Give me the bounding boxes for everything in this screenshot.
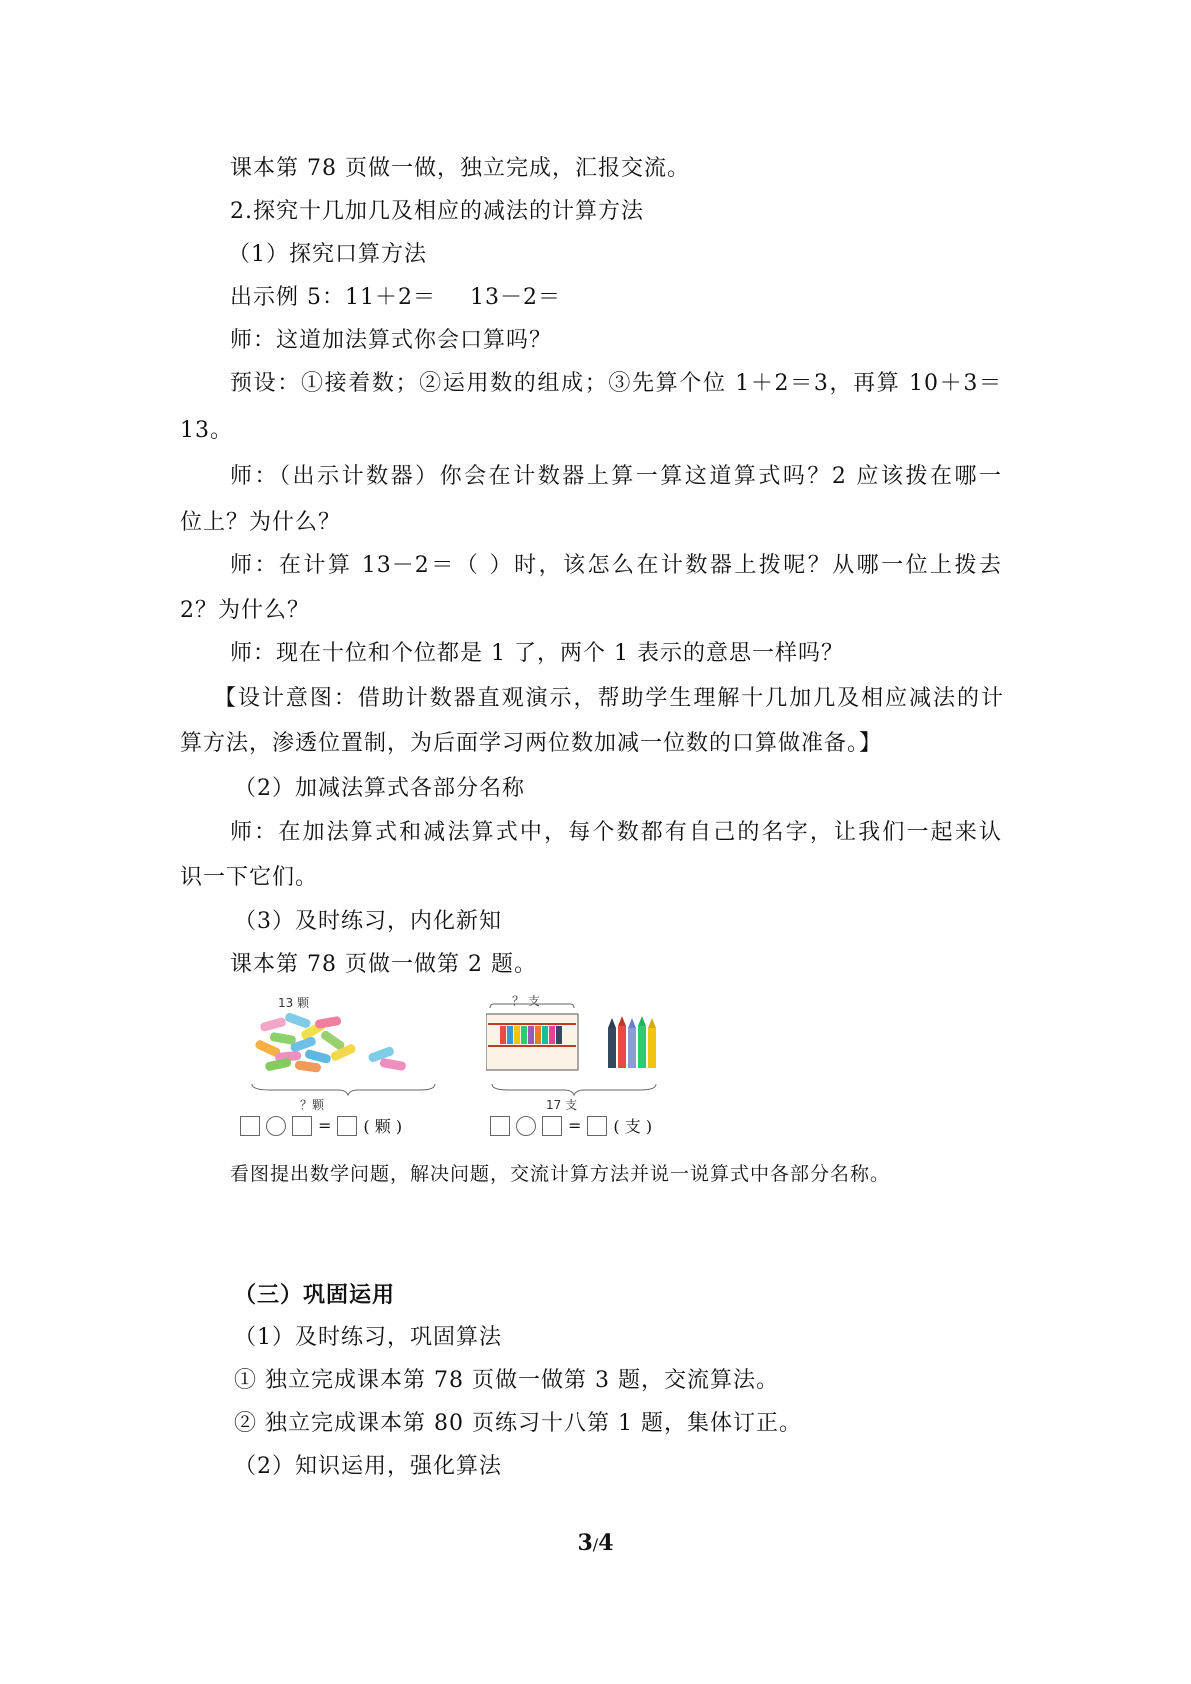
candy-question-label: ？颗 — [300, 1098, 325, 1112]
loose-crayons — [608, 1016, 656, 1068]
answer-box[interactable] — [292, 1116, 312, 1136]
candy-total-label: 13 颗 — [278, 996, 310, 1010]
text-line: 13－2＝ — [470, 285, 561, 310]
subheading: （1）及时练习，巩固算法 — [234, 1325, 502, 1350]
text-line: 课本第 78 页做一做，独立完成，汇报交流。 — [230, 156, 690, 181]
answer-box[interactable] — [240, 1116, 260, 1136]
text-line: 师：在加法算式和减法算式中，每个数都有自己的名字，让我们一起来认 — [230, 820, 1002, 845]
list-item: ① 独立完成课本第 78 页做一做第 3 题，交流算法。 — [234, 1368, 779, 1393]
answer-box[interactable] — [587, 1116, 607, 1136]
text-line: 师：（出示计数器）你会在计数器上算一算这道算式吗？2 应该拨在哪一 — [230, 464, 1002, 489]
page-separator: / — [592, 1535, 599, 1554]
candy-illustration — [240, 1010, 440, 1080]
answer-box[interactable] — [490, 1116, 510, 1136]
crayon-illustration — [486, 1000, 666, 1090]
design-intent-note: 算方法，渗透位置制，为后面学习两位数加减一位数的口算做准备。】 — [180, 731, 883, 756]
equals-sign: = — [568, 1116, 582, 1135]
operator-circle[interactable] — [516, 1116, 536, 1136]
page-number — [0, 1530, 1191, 1556]
text-line: 师：这道加法算式你会口算吗？ — [230, 328, 553, 353]
operator-circle[interactable] — [266, 1116, 286, 1136]
subheading: （3）及时练习，内化新知 — [234, 909, 502, 934]
design-intent-note: 【设计意图：借助计数器直观演示，帮助学生理解十几加几及相应减法的计 — [214, 686, 1004, 711]
subheading: （2）加减法算式各部分名称 — [234, 776, 525, 801]
section-heading: 2.探究十几加几及相应的减法的计算方法 — [230, 199, 644, 224]
subheading: （1）探究口算方法 — [228, 242, 427, 267]
crayon-question-label: ？ 支 — [512, 994, 540, 1008]
section-heading: （三）巩固运用 — [234, 1282, 396, 1308]
candy-equation — [240, 1114, 402, 1137]
text-line: 位上？为什么？ — [180, 510, 342, 535]
text-line: 看图提出数学问题，解决问题，交流计算方法并说一说算式中各部分名称。 — [230, 1163, 891, 1185]
answer-box[interactable] — [542, 1116, 562, 1136]
equals-sign: = — [318, 1116, 332, 1135]
text-line: 预设：①接着数；②运用数的组成；③先算个位 1＋2＝3，再算 10＋3＝ — [230, 371, 1002, 396]
crayon-total-label: 17 支 — [546, 1098, 578, 1112]
text-line: 出示例 5：11＋2＝ — [230, 285, 436, 310]
candy-pair — [367, 1046, 406, 1071]
text-line: 课本第 78 页做一做第 2 题。 — [230, 952, 537, 977]
subheading: （2）知识运用，强化算法 — [234, 1454, 502, 1479]
crayon-equation — [490, 1114, 652, 1137]
list-item: ② 独立完成课本第 80 页练习十八第 1 题，集体订正。 — [234, 1411, 802, 1436]
text-line: 师：现在十位和个位都是 1 了，两个 1 表示的意思一样吗？ — [230, 641, 844, 666]
unit-label: ( 颗 ) — [363, 1117, 403, 1136]
text-line: 13。 — [180, 418, 233, 443]
exercise-figure — [240, 990, 660, 1140]
text-line: 识一下它们。 — [180, 865, 319, 890]
boxed-crayons — [500, 1026, 562, 1044]
page-total: 4 — [598, 1530, 614, 1556]
text-line: 2？为什么？ — [180, 598, 310, 623]
text-line: 师：在计算 13－2＝（ ）时，该怎么在计数器上拨呢？从哪一位上拨去 — [230, 553, 1002, 578]
page-current: 3 — [577, 1530, 593, 1556]
answer-box[interactable] — [337, 1116, 357, 1136]
candy-brace — [250, 1082, 450, 1096]
unit-label: ( 支 ) — [613, 1117, 653, 1136]
crayon-brace — [490, 1082, 670, 1096]
candy-pile — [254, 1012, 357, 1073]
